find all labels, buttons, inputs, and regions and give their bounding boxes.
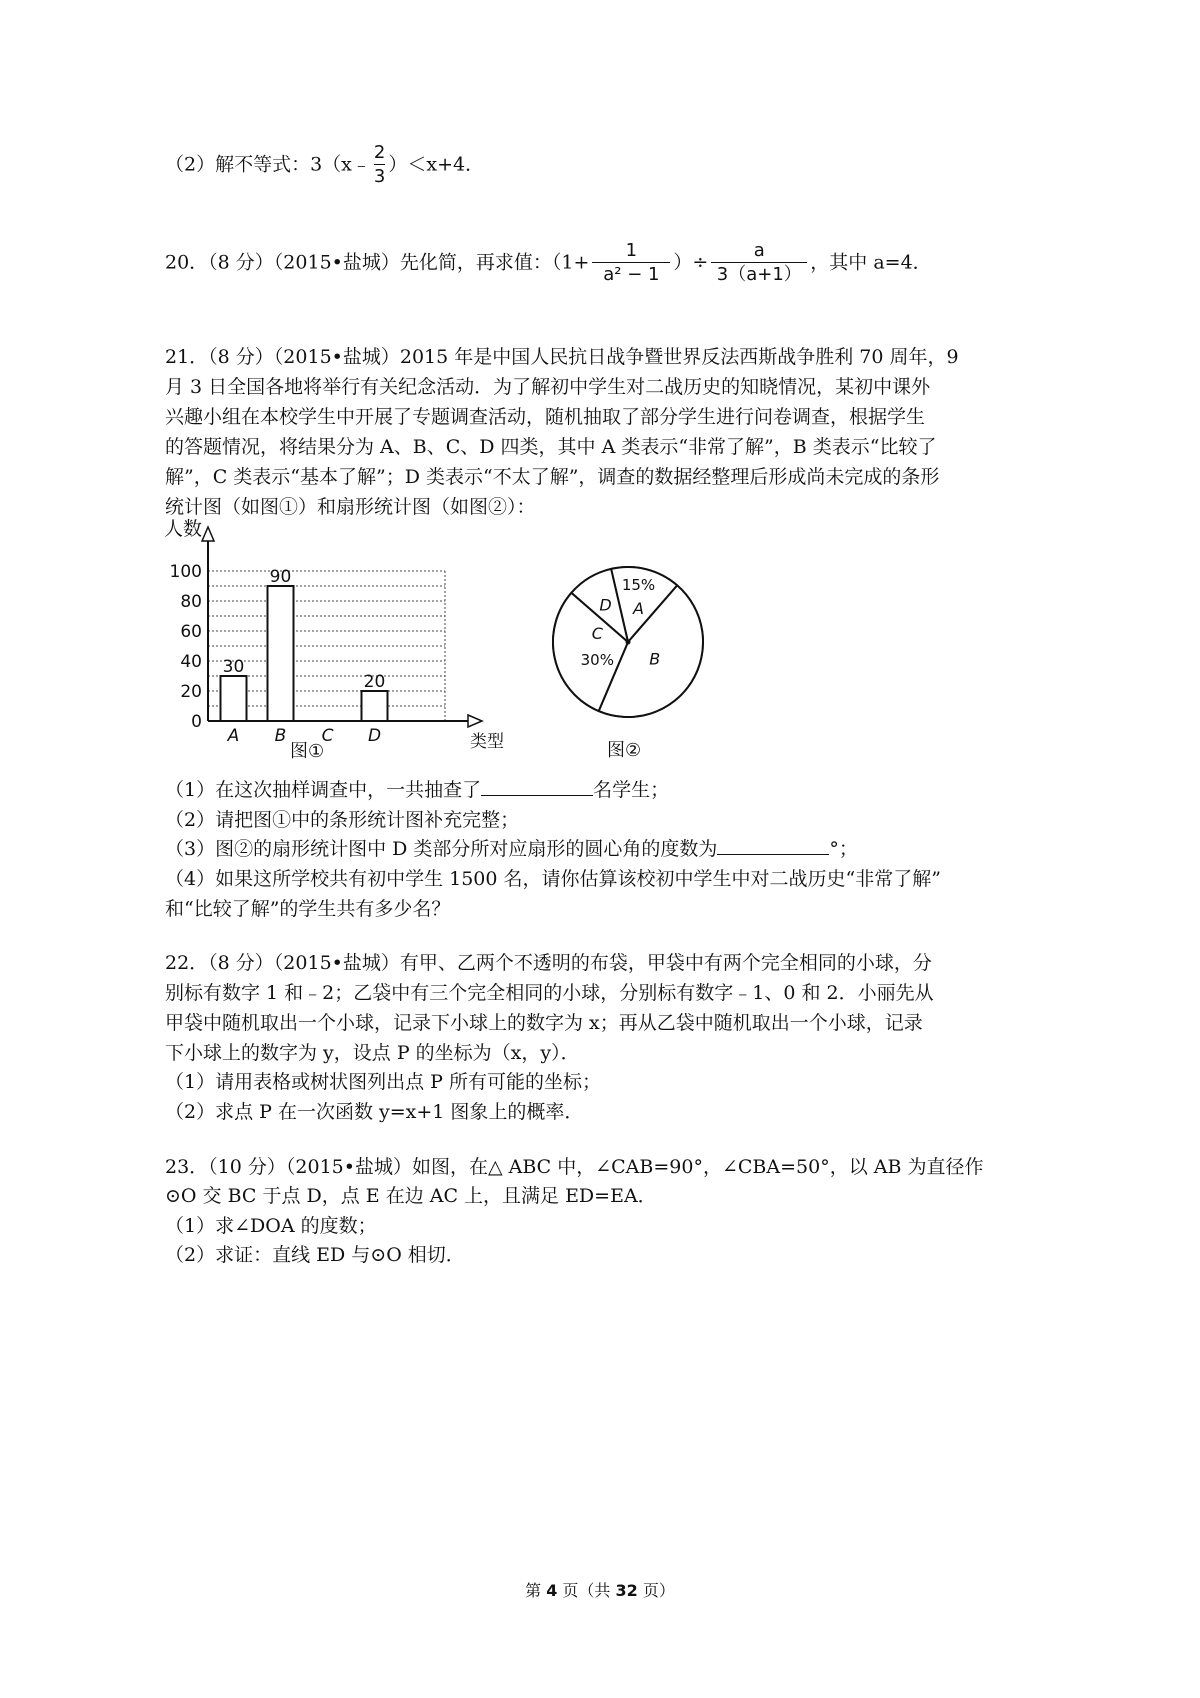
q22-line-2: 别标有数字 1 和﹣2；乙袋中有三个完全相同的小球，分别标有数字﹣1、0 和 2．小丽先从 xyxy=(165,982,934,1004)
y-axis-arrow xyxy=(202,527,214,541)
pie-category-label: A xyxy=(633,598,645,618)
q20-frac2-num: a xyxy=(753,240,765,261)
q20-mid: ）÷ xyxy=(673,251,709,274)
q21-line-1: 21．（8 分）（2015•盐城）2015 年是中国人民抗日战争暨世界反法西斯战争胜利 70 周年，9 xyxy=(165,346,959,368)
bar-chart-bars xyxy=(221,567,388,721)
pie-percent-label: 15% xyxy=(621,575,656,594)
pie-category-label: D xyxy=(599,595,612,615)
q22-line-4: 下小球上的数字为 y，设点 P 的坐标为（x，y）． xyxy=(165,1042,580,1064)
q23-line-2: ⊙O 交 BC 于点 D，点 E 在边 AC 上，且满足 ED=EA． xyxy=(165,1185,657,1207)
q20-fraction-2 xyxy=(711,240,807,287)
q20-fraction-1 xyxy=(592,240,670,287)
x-tick-label: B xyxy=(274,726,287,746)
x-axis-arrow xyxy=(468,715,482,727)
q21-line-2: 月 3 日全国各地将举行有关纪念活动．为了解初中学生对二战历史的知晓情况，某初中课外 xyxy=(165,376,931,398)
pie-category-label: C xyxy=(591,624,603,644)
y-tick-label: 20 xyxy=(180,682,202,702)
footer-total-pages: 32 xyxy=(615,1581,638,1600)
answer-blank-1[interactable] xyxy=(481,775,593,796)
bar-chart-title: 图① xyxy=(290,741,325,762)
q21-sub4-line-2: 和“比较了解”的学生共有多少名？ xyxy=(165,898,451,920)
bar-value-label: 30 xyxy=(222,657,245,677)
bar-chart-yticks xyxy=(170,562,202,732)
bar-A xyxy=(221,676,247,721)
y-tick-label: 60 xyxy=(180,622,202,642)
bar-chart-figure1 xyxy=(160,515,520,765)
page-footer xyxy=(0,1578,1200,1601)
footer-mid: 页（共 xyxy=(557,1581,616,1600)
pie-chart-figure2 xyxy=(545,560,715,770)
q20-frac2-den: 3（a+1） xyxy=(716,264,802,285)
q19-part2 xyxy=(165,142,484,189)
footer-page-number: 4 xyxy=(546,1581,558,1600)
q21-sub2: （2）请把图①中的条形统计图补充完整； xyxy=(165,809,520,831)
q19-fraction xyxy=(374,142,385,189)
q23-line-3: （1）求∠DOA 的度数； xyxy=(165,1215,377,1237)
q21-sub3-post: °； xyxy=(829,838,858,860)
q19-part2-prefix: （2）解不等式：3（x﹣ xyxy=(165,153,371,176)
q19-part2-suffix: ）＜x+4． xyxy=(388,153,485,176)
q20-suffix: ，其中 a=4． xyxy=(810,251,932,274)
pie-category-label: B xyxy=(649,649,661,669)
q21-sub3 xyxy=(165,834,858,864)
y-tick-label: 40 xyxy=(180,652,202,672)
q22-line-3: 甲袋中随机取出一个小球，记录下小球上的数字为 x；再从乙袋中随机取出一个小球，记录 xyxy=(165,1012,923,1034)
bar-chart-ylabel: 人数 xyxy=(164,518,203,540)
q21-sub1 xyxy=(165,775,669,805)
y-tick-label: 100 xyxy=(169,562,202,582)
bar-D xyxy=(362,691,388,721)
q19-frac-den: 3 xyxy=(373,166,386,187)
q21-line-4: 的答题情况，将结果分为 A、B、C、D 四类，其中 A 类表示“非常了解”，B 类表示“比较了 xyxy=(165,436,937,458)
q20-line xyxy=(165,240,932,287)
q21-sub3-text: （3）图②的扇形统计图中 D 类部分所对应扇形的圆心角的度数为 xyxy=(165,838,718,860)
pie-chart-title: 图② xyxy=(607,740,642,761)
q20-prefix: 20．（8 分）（2015•盐城）先化简，再求值：（1+ xyxy=(165,251,590,274)
pie-center-dot xyxy=(626,640,631,645)
q22-line-5: （1）请用表格或树状图列出点 P 所有可能的坐标； xyxy=(165,1071,601,1093)
q21-line-5: 解”，C 类表示“基本了解”；D 类表示“不太了解”，调查的数据经整理后形成尚未完成的条形 xyxy=(165,466,940,488)
q21-sub1-post: 名学生； xyxy=(593,779,670,801)
q19-frac-num: 2 xyxy=(373,142,386,163)
q21-sub4-line-1: （4）如果这所学校共有初中学生 1500 名，请你估算该校初中学生中对二战历史“非常了解” xyxy=(165,868,941,890)
footer-pre: 第 xyxy=(525,1581,547,1600)
bar-chart-xlabel: 类型 xyxy=(470,732,504,752)
q20-frac1-den: a² − 1 xyxy=(603,264,660,285)
x-tick-label: D xyxy=(367,726,382,746)
q22-line-1: 22．（8 分）（2015•盐城）有甲、乙两个不透明的布袋，甲袋中有两个完全相同的小球，分 xyxy=(165,952,932,974)
q21-sub1-text: （1）在这次抽样调查中，一共抽查了 xyxy=(165,779,482,801)
q23-line-4: （2）求证：直线 ED 与⊙O 相切． xyxy=(165,1244,465,1266)
answer-blank-2[interactable] xyxy=(717,834,829,855)
pie-percent-label: 30% xyxy=(580,651,614,670)
q22-line-6: （2）求点 P 在一次函数 y=x+1 图象上的概率． xyxy=(165,1101,584,1123)
y-tick-label: 80 xyxy=(180,592,202,612)
q23-line-1: 23．（10 分）（2015•盐城）如图，在△ ABC 中，∠CAB=90°，∠CBA=50°，以 AB 为直径作 xyxy=(165,1156,984,1178)
bar-value-label: 90 xyxy=(269,567,292,587)
bar-value-label: 20 xyxy=(363,672,386,692)
x-tick-label: C xyxy=(321,726,334,746)
q21-line-6: 统计图（如图①）和扇形统计图（如图②）： xyxy=(165,496,536,518)
q21-line-3: 兴趣小组在本校学生中开展了专题调查活动，随机抽取了部分学生进行问卷调查，根据学生 xyxy=(165,406,926,428)
x-tick-label: A xyxy=(227,726,240,746)
bar-B xyxy=(268,586,294,721)
footer-post: 页） xyxy=(637,1581,675,1600)
y-tick-label: 0 xyxy=(191,712,202,732)
q20-frac1-num: 1 xyxy=(625,240,638,261)
